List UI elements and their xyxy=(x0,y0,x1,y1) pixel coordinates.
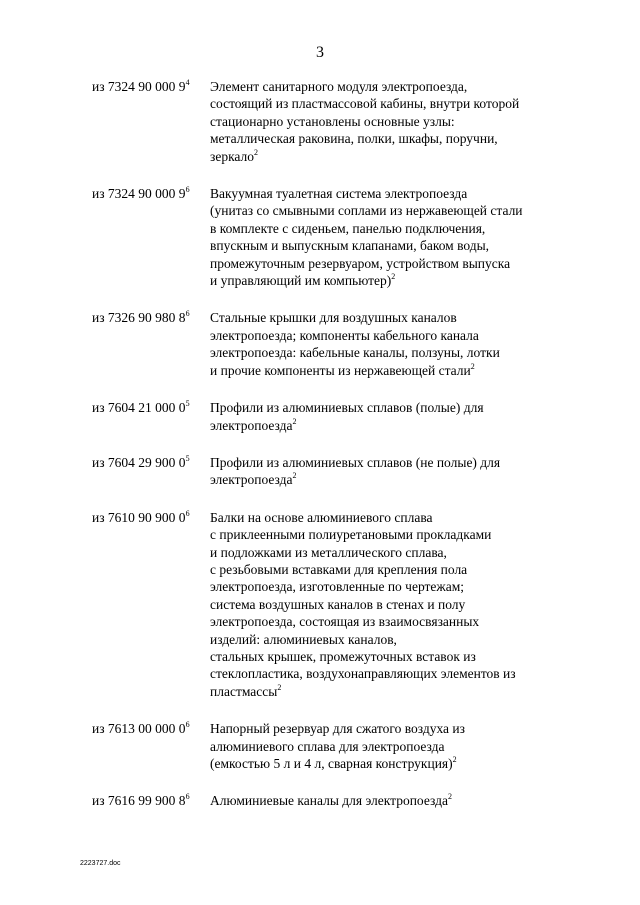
description-footnote-mark: 2 xyxy=(277,682,282,692)
code-footnote-mark: 5 xyxy=(185,399,190,409)
code-text: из 7604 21 000 0 xyxy=(92,400,186,416)
description-footnote-mark: 2 xyxy=(292,416,297,426)
tariff-entry xyxy=(0,78,640,165)
tariff-entry xyxy=(0,792,640,810)
code-text: из 7613 00 000 0 xyxy=(92,721,186,737)
tariff-entries-list xyxy=(0,78,640,830)
description-text: Балки на основе алюминиевого сплава с приклеенными полиуретановыми прокладками и подложками из металлического сплава, с резьбовыми вставками для крепления пола электропоезда, изготовленные по чертежам; система воздушных каналов в стенах и полу электропоезда, состоящая из взаимосвязанных изделий: алюминиевых каналов, стальных крышек, промежуточных вставок из стеклопластика, воздухонаправляющих элементов из пластмассы xyxy=(210,509,516,699)
description-text: Профили из алюминиевых сплавов (полые) для электропоезда xyxy=(210,400,484,433)
description-footnote-mark: 2 xyxy=(452,755,457,764)
entry-description xyxy=(210,309,545,379)
code-footnote-mark: 6 xyxy=(185,185,190,195)
code-text: из 7616 99 900 8 xyxy=(92,793,186,809)
entry-description xyxy=(210,792,545,809)
description-text: Алюминиевые каналы для электропоезда xyxy=(210,793,448,809)
document-footer-filename: 2223727.doc xyxy=(80,860,121,867)
description-footnote-mark: 2 xyxy=(292,471,297,481)
tariff-entry xyxy=(0,720,640,772)
entry-description xyxy=(210,185,545,289)
code-footnote-mark: 6 xyxy=(185,508,190,518)
tariff-entry xyxy=(0,185,640,289)
tariff-entry xyxy=(0,509,640,700)
entry-code xyxy=(0,792,210,810)
description-footnote-mark: 2 xyxy=(447,792,452,802)
code-footnote-mark: 6 xyxy=(185,792,190,802)
entry-code xyxy=(0,309,210,327)
code-text: из 7324 90 000 9 xyxy=(92,79,186,94)
entry-code xyxy=(0,720,210,738)
description-text: Стальные крышки для воздушных каналов электропоезда; компоненты кабельного канала электропоезда: кабельные каналы, ползуны, лотки и прочие компоненты из нержавеющей стали xyxy=(210,310,500,378)
code-footnote-mark: 6 xyxy=(185,309,190,319)
entry-code xyxy=(0,454,210,472)
entry-description xyxy=(210,399,545,434)
entry-code xyxy=(0,399,210,417)
entry-description xyxy=(210,720,545,772)
entry-code xyxy=(0,185,210,203)
entry-description xyxy=(210,509,545,700)
tariff-entry xyxy=(0,454,640,489)
tariff-entry xyxy=(0,309,640,379)
description-text: Элемент санитарного модуля электропоезда, состоящий из пластмассовой кабины, внутри которой стационарно установлены основные узлы: металлическая раковина, полки, шкафы, поручни, зеркало xyxy=(210,79,520,164)
description-footnote-mark: 2 xyxy=(254,147,259,157)
code-footnote-mark: 5 xyxy=(185,453,190,463)
entry-code xyxy=(0,509,210,527)
code-text: из 7610 90 900 0 xyxy=(92,509,186,525)
code-footnote-mark: 6 xyxy=(185,720,190,730)
code-text: из 7324 90 000 9 xyxy=(92,186,186,202)
code-text: из 7326 90 980 8 xyxy=(92,310,186,326)
description-footnote-mark: 2 xyxy=(470,361,475,371)
page-number: 3 xyxy=(316,44,324,61)
entry-description xyxy=(210,454,545,489)
description-text: Вакуумная туалетная система электропоезда (унитаз со смывными соплами из нержавеющей стали в комплекте с сиденьем, панелью подключения, впускным и выпускным клапанами, баком воды, промежуточным резервуаром, устройством выпуска и управляющий им компьютер) xyxy=(210,186,523,289)
code-text: из 7604 29 900 0 xyxy=(92,454,186,470)
description-footnote-mark: 2 xyxy=(391,272,396,282)
description-text: Профили из алюминиевых сплавов (не полые) для электропоезда xyxy=(210,454,501,488)
code-footnote-mark: 4 xyxy=(185,78,190,87)
tariff-entry xyxy=(0,399,640,434)
entry-description xyxy=(210,78,545,165)
description-text: Напорный резервуар для сжатого воздуха из алюминиевого сплава для электропоезда (емкостью 5 л и 4 л, сварная конструкция) xyxy=(210,721,465,771)
entry-code xyxy=(0,78,210,96)
